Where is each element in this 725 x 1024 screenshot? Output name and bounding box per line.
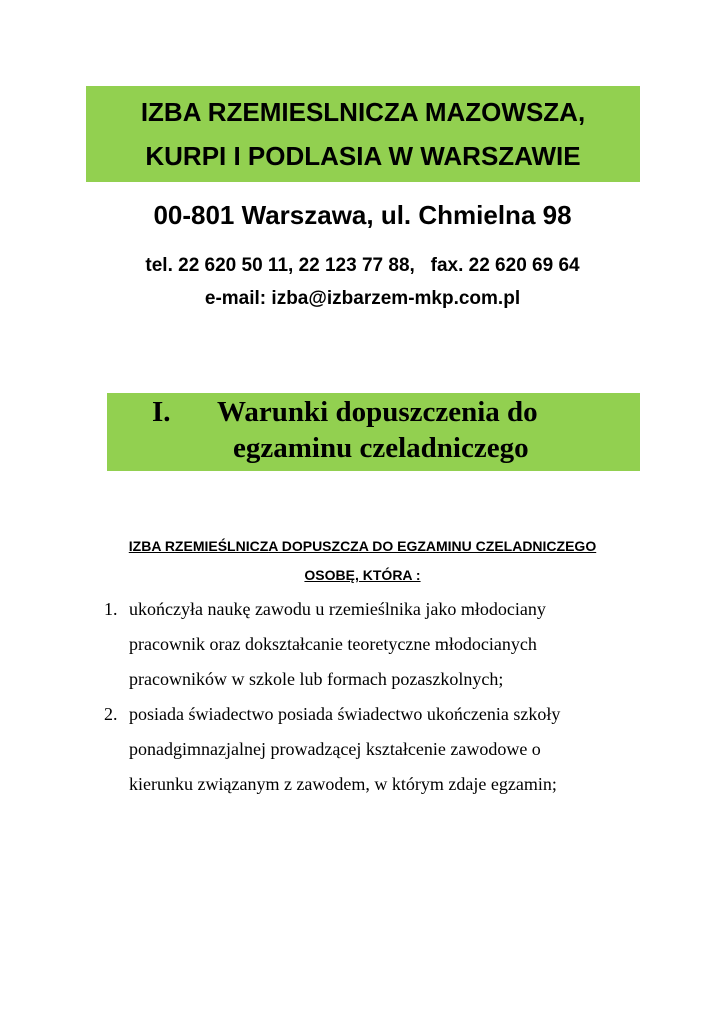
section-title-line2: egzaminu czeladniczego (233, 432, 529, 464)
section-heading (107, 393, 640, 471)
list-item-line: kierunku związanym z zawodem, w którym zdaje egzamin; (129, 774, 557, 794)
list-item-line: pracowników w szkole lub formach pozaszkolnych; (129, 669, 504, 689)
address: 00-801 Warszawa, ul. Chmielna 98 (153, 200, 572, 230)
list-item-line: ukończyła naukę zawodu u rzemieślnika jako młodociany (129, 599, 546, 619)
list-marker: 2. (104, 704, 118, 724)
list-item-line: posiada świadectwo posiada świadectwo ukończenia szkoły (129, 704, 561, 724)
section-number: I. (152, 396, 171, 428)
organization-name-line1: IZBA RZEMIESLNICZA MAZOWSZA, (140, 97, 586, 127)
section-title-line1: Warunki dopuszczenia do (217, 396, 538, 428)
email: e-mail: izba@izbarzem-mkp.com.pl (204, 288, 521, 309)
list-item (0, 697, 725, 802)
organization-banner (86, 86, 640, 182)
list-item (0, 592, 725, 697)
organization-name-line2: KURPI I PODLASIA W WARSZAWIE (145, 141, 581, 171)
list-item-line: pracownik oraz dokształcanie teoretyczne młodocianych (129, 634, 537, 654)
list-item-line: ponadgimnazjalnej prowadzącej kształcenie zawodowe o (129, 739, 541, 759)
intro-line1: IZBA RZEMIEŚLNICZA DOPUSZCZA DO EGZAMINU CZELADNICZEGO (128, 538, 597, 554)
intro-line2: OSOBĘ, KTÓRA : (304, 567, 421, 583)
phone-fax: tel. 22 620 50 11, 22 123 77 88, fax. 22 620 69 64 (145, 255, 580, 276)
list-marker: 1. (104, 599, 118, 619)
conditions-list (0, 592, 725, 802)
